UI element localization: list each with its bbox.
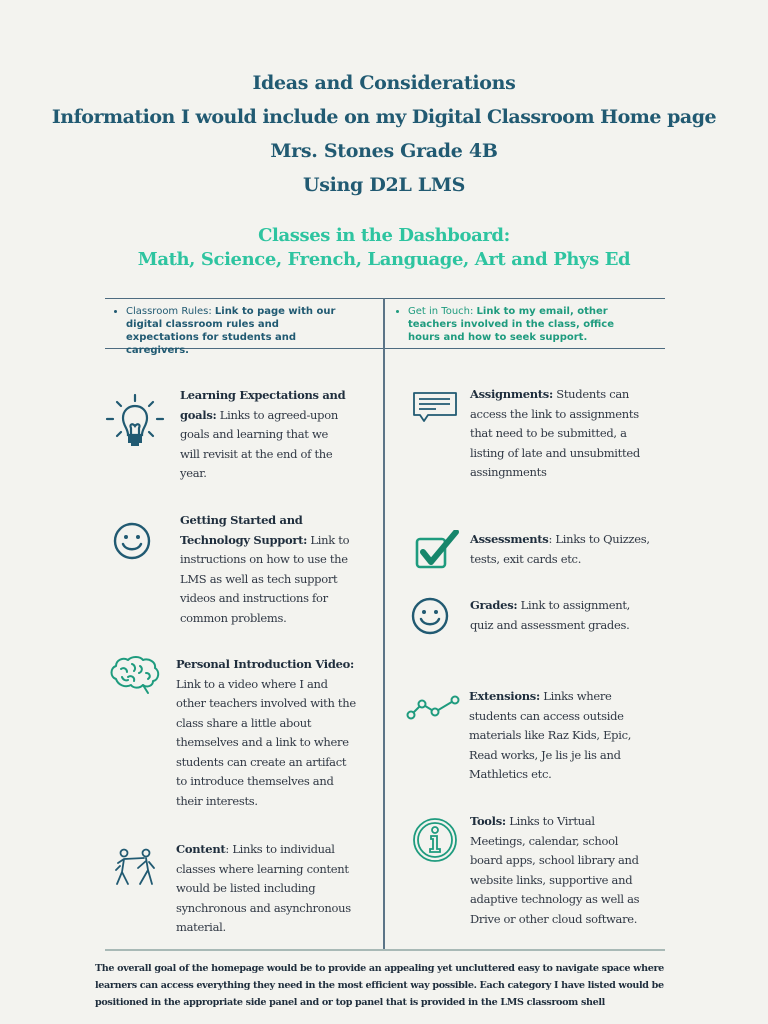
assessments-text xyxy=(470,530,660,569)
getting-started-text xyxy=(180,511,355,628)
page-title: Ideas and Considerations xyxy=(252,72,516,94)
tools-title[interactable]: Tools: xyxy=(470,814,506,828)
learning-expectations-text xyxy=(180,386,350,484)
content-desc: : Links to individual classes where learning content would be listed including synchronous and asynchronous material. xyxy=(176,842,351,934)
dashboard-classes-list: Math, Science, French, Language, Art and Phys Ed xyxy=(137,249,631,270)
get-in-touch-item[interactable] xyxy=(408,305,636,344)
grades-desc: Link to assignment, quiz and assessment grades. xyxy=(470,598,631,632)
assignments-desc: Students can access the link to assignments that need to be submitted, a listing of late and unsubmitted assingnments xyxy=(470,387,640,479)
grades-title[interactable]: Grades: xyxy=(470,598,518,612)
classroom-rules-cell xyxy=(114,305,354,357)
getting-started-title[interactable]: Getting Started and Technology Support: xyxy=(180,513,308,547)
brain-icon xyxy=(108,655,162,695)
getting-started-desc: Link to instructions on how to use the LMS as well as tech support videos and instructions for common problems. xyxy=(180,532,350,625)
assignments-title[interactable]: Assignments: xyxy=(470,387,553,401)
classroom-rules-label: Classroom Rules: xyxy=(126,306,215,317)
smiley-icon xyxy=(410,596,450,636)
divider-vertical xyxy=(383,298,385,950)
line-graph-icon xyxy=(406,695,460,721)
classroom-rules-item[interactable] xyxy=(126,305,354,357)
grades-text xyxy=(470,596,640,635)
page-subtitle-description: Information I would include on my Digital Classroom Home page xyxy=(51,106,717,128)
assignments-text xyxy=(470,385,640,483)
dashboard-heading: Classes in the Dashboard: xyxy=(258,225,510,246)
divider-top xyxy=(105,298,665,299)
content-title[interactable]: Content xyxy=(176,842,226,856)
dashboard-classes-heading xyxy=(0,224,768,272)
extensions-title[interactable]: Extensions: xyxy=(469,689,540,703)
personal-introduction-text xyxy=(176,655,356,811)
get-in-touch-link[interactable]: Link to my email, other teachers involved in the class, office hours and how to seek support. xyxy=(408,306,615,343)
speech-bubble-icon xyxy=(412,391,458,427)
tools-desc: Links to Virtual Meetings, calendar, school board apps, school library and website links, supportive and adaptive technology as well as Drive or other cloud software. xyxy=(470,814,640,926)
summary-footer: The overall goal of the homepage would be to provide an appealing yet uncluttered easy to navigate space where learners can access everything they need in the most efficient way possible. Each category I have listed would be positioned in the appropriate side panel and or top panel that is provided in the LMS classroom shell xyxy=(95,963,664,1008)
learning-expectations-desc: Links to agreed-upon goals and learning that we will revisit at the end of the year. xyxy=(180,407,338,480)
assessments-desc: : Links to Quizzes, tests, exit cards etc. xyxy=(470,532,650,566)
platform-title: Using D2L LMS xyxy=(302,174,466,196)
classroom-rules-link[interactable]: Link to page with our digital classroom rules and expectations for students and caregivers. xyxy=(126,306,336,356)
content-text xyxy=(176,840,356,938)
personal-introduction-title[interactable]: Personal Introduction Video: xyxy=(176,657,354,671)
extensions-desc: Links where students can access outside materials like Raz Kids, Epic, Read works, Je lis je lis and Mathletics etc. xyxy=(469,689,632,781)
checkbox-icon xyxy=(414,530,460,570)
learning-expectations-title[interactable]: Learning Expectations and goals: xyxy=(180,388,346,422)
people-icon xyxy=(114,848,156,888)
extensions-text xyxy=(469,687,644,785)
get-in-touch-label: Get in Touch: xyxy=(408,306,477,317)
tools-text xyxy=(470,812,650,929)
smiley-icon xyxy=(112,521,152,561)
page-title-block xyxy=(0,66,768,202)
teacher-class-title: Mrs. Stones Grade 4B xyxy=(270,140,498,162)
divider-bottom xyxy=(105,949,665,951)
info-icon xyxy=(412,817,458,863)
personal-introduction-desc: Link to a video where I and other teachers involved with the class share a little about themselves and a link to where students can create an artifact to introduce themselves and their interests. xyxy=(176,676,356,808)
assessments-title[interactable]: Assessments xyxy=(470,532,549,546)
lightbulb-icon xyxy=(104,392,166,450)
get-in-touch-cell xyxy=(396,305,636,344)
